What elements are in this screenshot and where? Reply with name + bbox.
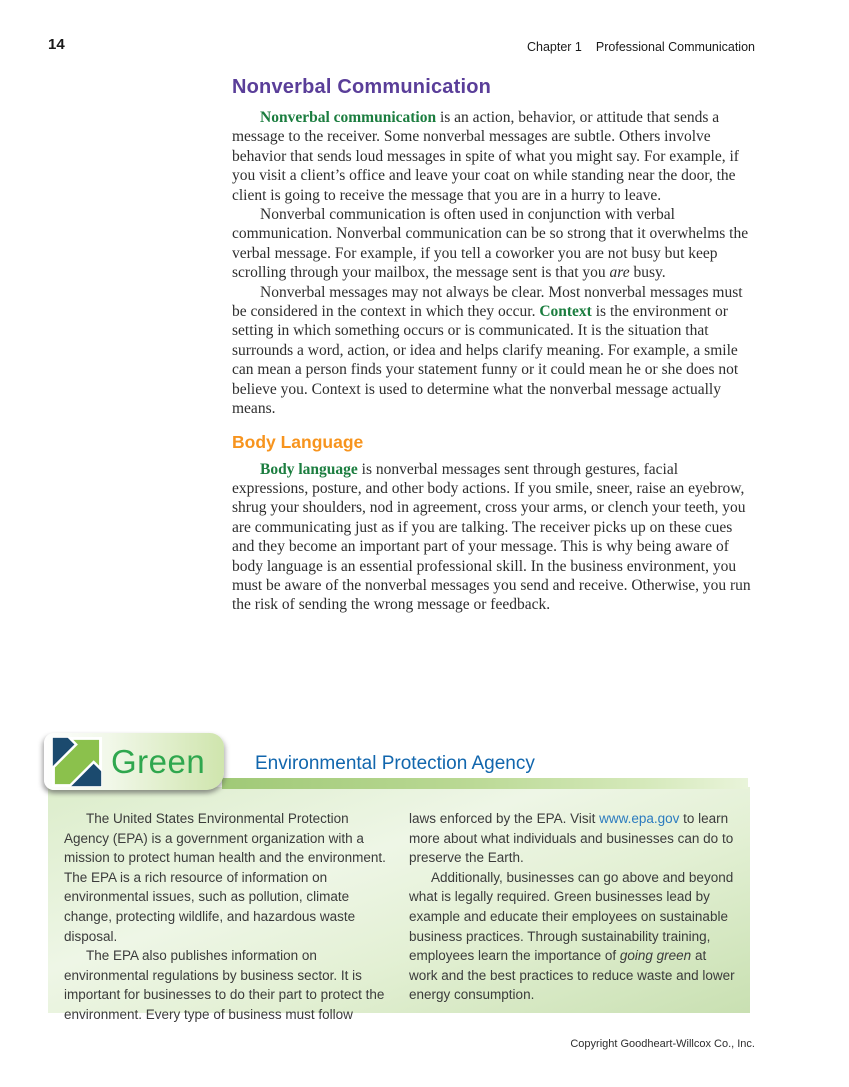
page-number: 14 <box>48 36 65 53</box>
green-logo-word: Green <box>111 742 206 780</box>
text-segment: The EPA also publishes information on environmental regulations by business sector. It is important for businesses to do their part to protect the environment. Every type of business must follow <box>64 948 385 1022</box>
body-paragraph <box>232 283 755 419</box>
text-segment: is an action, behavior, or attitude that sends a message to the receiver. Some nonverbal messages are subtle. Others involve behavior that sends loud messages in spite of what you might say. For example, if you visit a client’s office and leave your coat on while standing near the door, the client is going to receive the message that you are in a hurry to leave. <box>232 109 739 204</box>
body-paragraph <box>232 108 755 205</box>
feature-paragraph <box>64 946 391 1024</box>
feature-heading: Environmental Protection Agency <box>255 753 535 774</box>
text-segment: Nonverbal communication <box>260 109 437 126</box>
green-logo-tab <box>44 733 224 790</box>
text-segment: is nonverbal messages sent through gestures, facial expressions, posture, and other body actions. If you smile, sneer, raise an eyebrow, shrug your shoulders, nod in agreement, cross your arms, or clench your teeth, you are communicating just as if you are talking. The receiver picks up on these cues and they become an important part of your message. This is why being aware of body language is an essential professional skill. In the business environment, you must be aware of the nonverbal messages you send and receive. Otherwise, you run the risk of sending the wrong message or feedback. <box>232 460 751 614</box>
body-paragraph <box>232 205 755 283</box>
text-segment: The United States Environmental Protection Agency (EPA) is a government organization with a mission to protect human health and the environment. The EPA is a rich resource of information on environmental issues, such as pollution, climate change, protecting wildlife, and hazardous waste disposal. <box>64 811 386 944</box>
text-segment: to learn more about what individuals and businesses can do to preserve the Earth. <box>409 811 734 866</box>
text-segment: going green <box>619 948 692 964</box>
green-logo-icon <box>52 737 102 787</box>
text-segment: Nonverbal communication is often used in conjunction with verbal communication. Nonverbal communication can be so strong that it overwhelms the verbal message. For example, if you tell a coworker you are not busy but keep scrolling through your mailbox, the message sent is that you <box>232 206 749 282</box>
feature-paragraph <box>64 809 391 946</box>
subsection-title: Body Language <box>232 431 364 452</box>
feature-columns <box>48 787 750 1025</box>
section-title: Nonverbal Communication <box>232 76 492 98</box>
text-segment: at work and the best practices to reduce waste and lower energy consumption. <box>409 948 735 1003</box>
text-segment: is the environment or setting in which something occurs or is communicated. It is the situation that surrounds a word, action, or idea and helps clarify meaning. For example, a smile can mean a person finds your statement funny or it could mean he or she does not believe you. Context is used to determine what the nonverbal message actually means. <box>232 303 739 418</box>
epa-link[interactable]: www.epa.gov <box>599 811 680 826</box>
body-paragraph <box>232 460 755 615</box>
text-segment: Additionally, businesses can go above and beyond what is legally required. Green businesses lead by example and educate their employees on sustainable business practices. Through sustainability training, employees learn the importance of <box>409 869 734 964</box>
running-head-chapter: Chapter 1 <box>526 40 582 54</box>
main-text-column <box>232 76 755 615</box>
footer-copyright: Copyright Goodheart-Willcox Co., Inc. <box>570 1038 755 1050</box>
running-head-title: Professional Communication <box>595 40 755 54</box>
running-head <box>527 40 755 54</box>
feature-column-right <box>409 809 736 1025</box>
green-feature-box <box>44 731 750 1022</box>
text-segment: Context <box>539 303 592 321</box>
text-segment: busy. <box>629 264 666 282</box>
feature-paragraph <box>409 868 736 1005</box>
feature-column-left <box>64 809 391 1025</box>
text-segment: Body language <box>260 460 358 478</box>
feature-paragraph <box>409 809 736 868</box>
text-segment: are <box>609 264 630 282</box>
text-segment: laws enforced by the EPA. Visit <box>409 811 600 826</box>
text-segment: Nonverbal messages may not always be clear. Most nonverbal messages must be considered in the context in which they occur. <box>232 283 743 321</box>
